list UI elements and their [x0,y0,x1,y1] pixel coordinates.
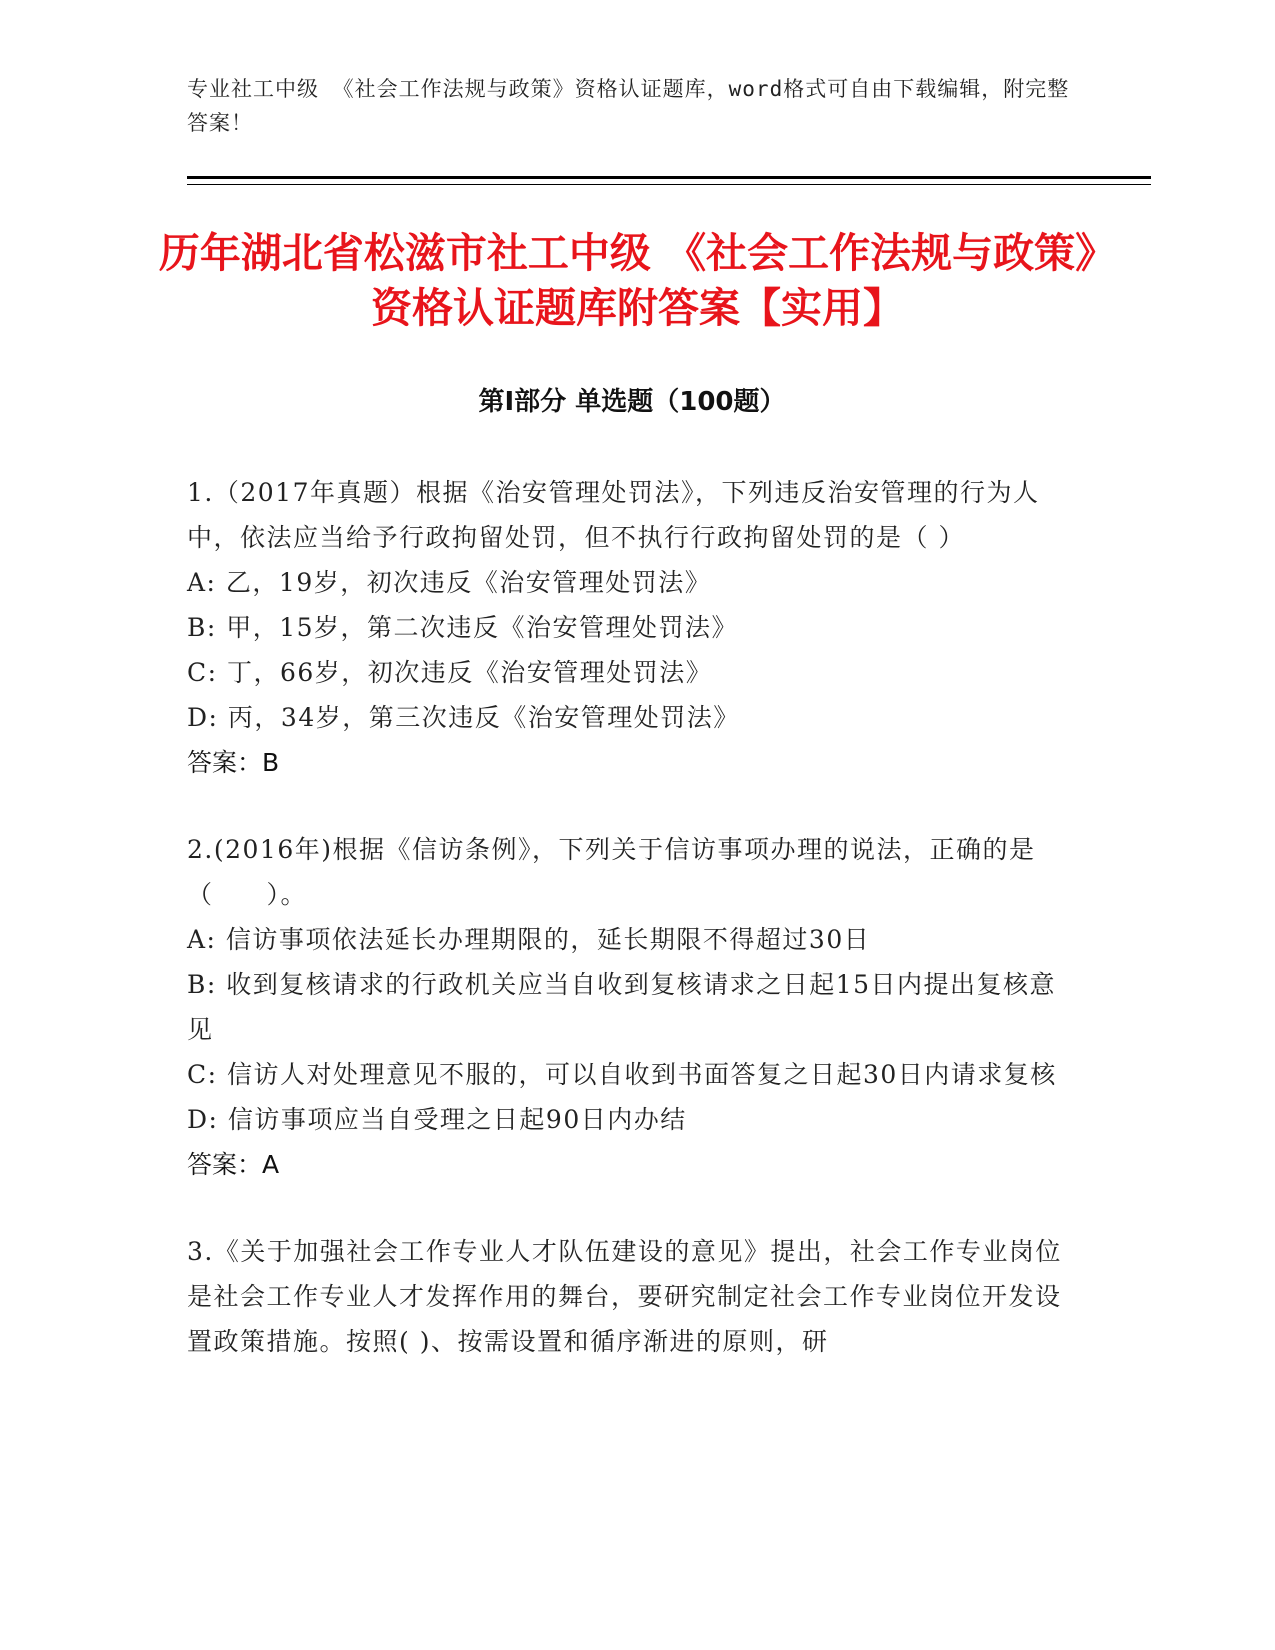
question-2 [187,827,1067,1187]
option-a: A: 乙，19岁，初次违反《治安管理处罚法》 [187,568,712,597]
header-note: 专业社工中级 《社会工作法规与政策》资格认证题库，word格式可自由下载编辑，附完整答案！ [187,77,1070,135]
answer: 答案：B [187,748,280,777]
question-list [187,470,1067,1406]
question-stem: 2.(2016年)根据《信访条例》，下列关于信访事项办理的说法，正确的是（ ）。 [187,835,1036,909]
header-rule-thick [187,176,1151,179]
document-title: 历年湖北省松滋市社工中级 《社会工作法规与政策》资格认证题库附答案【实用】 [158,229,1117,332]
question-stem: 1.（2017年真题）根据《治安管理处罚法》，下列违反治安管理的行为人中，依法应当给予行政拘留处罚，但不执行行政拘留处罚的是（ ） [187,478,1040,552]
option-a: A: 信访事项依法延长办理期限的，延长期限不得超过30日 [187,925,871,954]
question-3 [187,1229,1067,1364]
header-rule-thin [187,184,1151,185]
section-title: 第Ⅰ部分 单选题（100题） [478,387,786,417]
question-1 [187,470,1067,785]
option-d: D: 丙，34岁，第三次违反《治安管理处罚法》 [187,703,740,732]
option-c: C: 信访人对处理意见不服的，可以自收到书面答复之日起30日内请求复核 [187,1060,1057,1089]
answer: 答案：A [187,1150,280,1179]
question-stem: 3.《关于加强社会工作专业人才队伍建设的意见》提出，社会工作专业岗位是社会工作专业人才发挥作用的舞台，要研究制定社会工作专业岗位开发设置政策措施。按照( )、按需设置和循序渐进的原则，研 [187,1237,1062,1356]
option-b: B: 收到复核请求的行政机关应当自收到复核请求之日起15日内提出复核意见 [187,970,1057,1044]
option-c: C: 丁，66岁，初次违反《治安管理处罚法》 [187,658,713,687]
option-b: B: 甲，15岁，第二次违反《治安管理处罚法》 [187,613,739,642]
option-d: D: 信访事项应当自受理之日起90日内办结 [187,1105,687,1134]
